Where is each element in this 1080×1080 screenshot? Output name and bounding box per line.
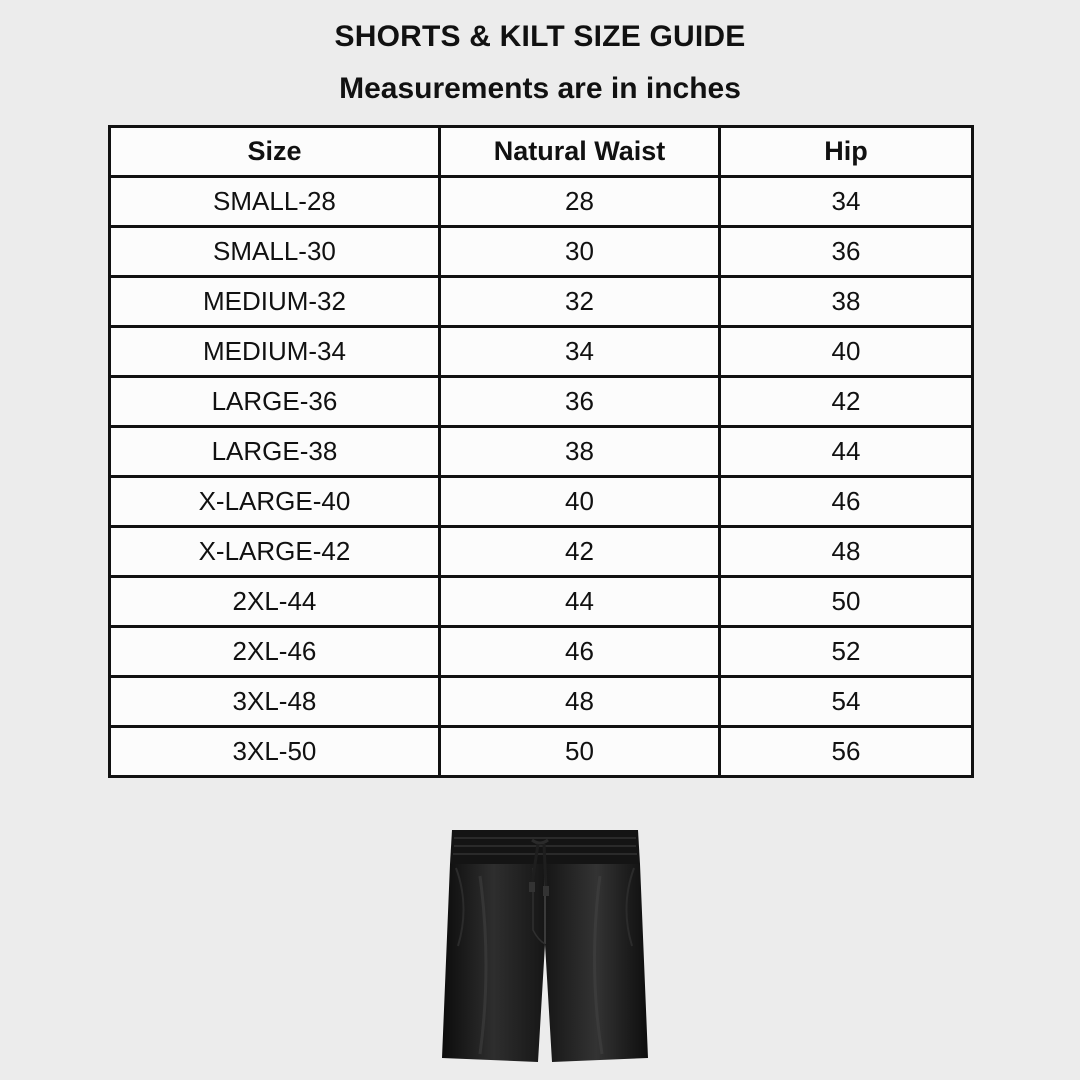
table-row — [110, 527, 973, 577]
cell-size: X-LARGE-42 — [110, 527, 440, 577]
cell-size: SMALL-30 — [110, 227, 440, 277]
table-row — [110, 427, 973, 477]
cell-size: MEDIUM-32 — [110, 277, 440, 327]
leather-shorts-image — [440, 826, 650, 1062]
cell-hip: 40 — [720, 327, 973, 377]
cell-size: X-LARGE-40 — [110, 477, 440, 527]
size-table — [108, 125, 974, 778]
cell-natural-waist: 34 — [439, 327, 719, 377]
cell-size: 2XL-44 — [110, 577, 440, 627]
cell-hip: 46 — [720, 477, 973, 527]
table-row — [110, 377, 973, 427]
cell-hip: 54 — [720, 677, 973, 727]
cell-natural-waist: 42 — [439, 527, 719, 577]
table-row — [110, 477, 973, 527]
table-row — [110, 677, 973, 727]
page-title: SHORTS & KILT SIZE GUIDE — [334, 20, 746, 53]
cell-hip: 42 — [720, 377, 973, 427]
cell-hip: 36 — [720, 227, 973, 277]
table-header-row — [110, 127, 973, 177]
cell-hip: 50 — [720, 577, 973, 627]
cell-hip: 56 — [720, 727, 973, 777]
cell-hip: 48 — [720, 527, 973, 577]
cell-natural-waist: 30 — [439, 227, 719, 277]
cell-hip: 52 — [720, 627, 973, 677]
cell-size: MEDIUM-34 — [110, 327, 440, 377]
cell-size: 2XL-46 — [110, 627, 440, 677]
cell-natural-waist: 36 — [439, 377, 719, 427]
cell-hip: 38 — [720, 277, 973, 327]
cell-natural-waist: 38 — [439, 427, 719, 477]
table-row — [110, 727, 973, 777]
cell-size: LARGE-36 — [110, 377, 440, 427]
cell-natural-waist: 44 — [439, 577, 719, 627]
cell-hip: 34 — [720, 177, 973, 227]
column-header-natural-waist: Natural Waist — [439, 127, 719, 177]
cell-natural-waist: 28 — [439, 177, 719, 227]
cell-size: LARGE-38 — [110, 427, 440, 477]
cell-natural-waist: 32 — [439, 277, 719, 327]
page-subtitle: Measurements are in inches — [339, 72, 741, 105]
table-row — [110, 277, 973, 327]
table-row — [110, 627, 973, 677]
cell-size: 3XL-50 — [110, 727, 440, 777]
cell-size: SMALL-28 — [110, 177, 440, 227]
column-header-size: Size — [110, 127, 440, 177]
table-row — [110, 327, 973, 377]
cell-natural-waist: 48 — [439, 677, 719, 727]
table-row — [110, 227, 973, 277]
cell-natural-waist: 40 — [439, 477, 719, 527]
cell-hip: 44 — [720, 427, 973, 477]
cell-natural-waist: 50 — [439, 727, 719, 777]
column-header-hip: Hip — [720, 127, 973, 177]
cell-size: 3XL-48 — [110, 677, 440, 727]
cell-natural-waist: 46 — [439, 627, 719, 677]
table-row — [110, 177, 973, 227]
table-row — [110, 577, 973, 627]
leather-shorts-icon — [440, 826, 650, 1062]
